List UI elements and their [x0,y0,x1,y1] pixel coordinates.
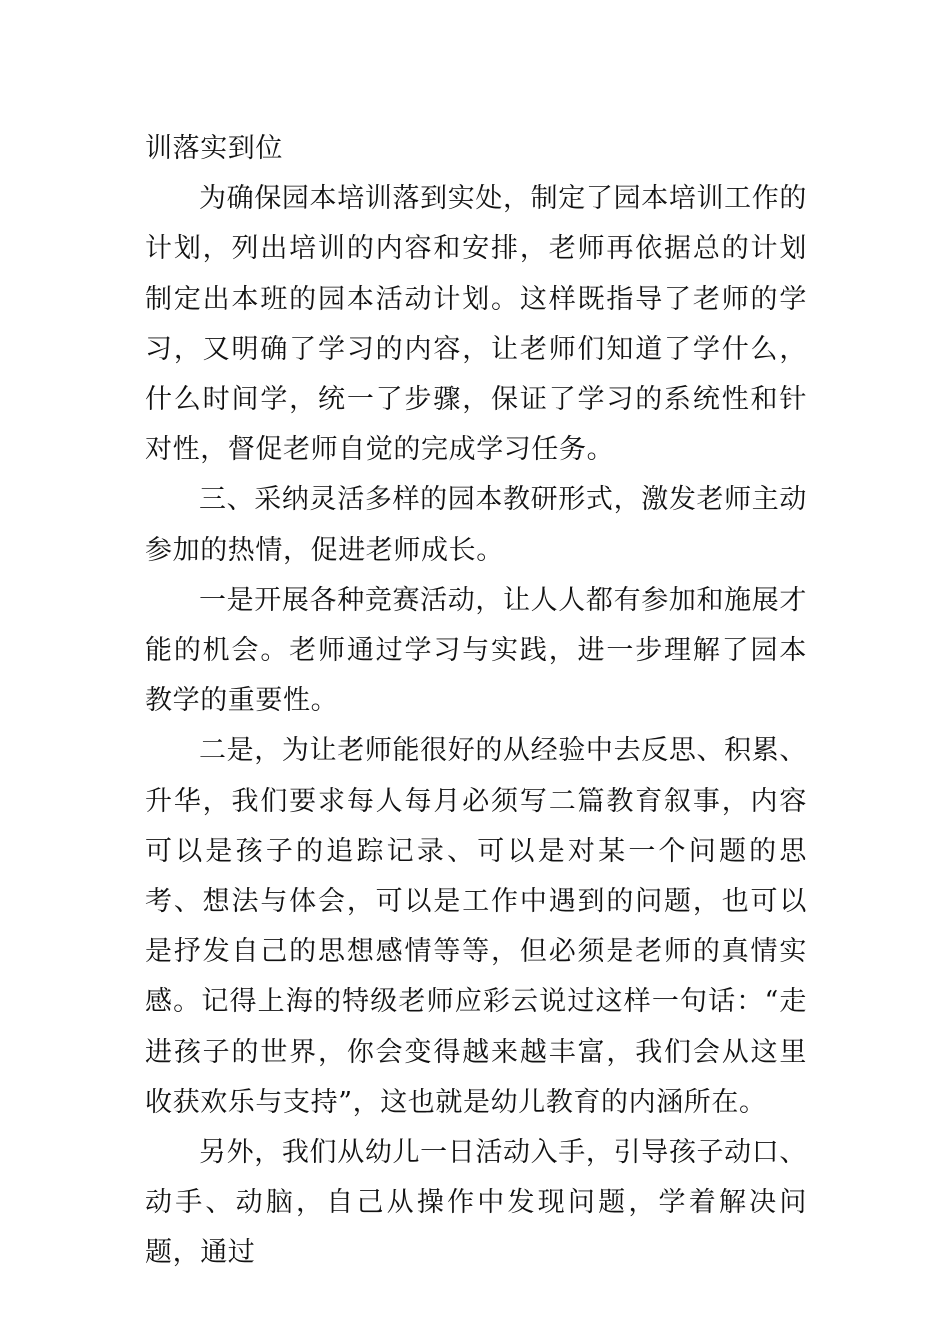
document-body [145,124,807,1279]
paragraph-education-narratives: 二是，为让老师能很好的从经验中去反思、积累、升华，我们要求每人每月必须写二篇教育叙事，内容可以是孩子的追踪记录、可以是对某一个问题的思考、想法与体会，可以是工作中遇到的问题，也可以是抒发自己的思想感情等等，但必须是老师的真情实感。记得上海的特级老师应彩云说过这样一句话：“走进孩子的世界，你会变得越来越丰富，我们会从这里收获欢乐与支持”，这也就是幼儿教育的内涵所在。 [145,735,807,1118]
paragraph-training-plan: 为确保园本培训落到实处，制定了园本培训工作的计划，列出培训的内容和安排，老师再依据总的计划制定出本班的园本活动计划。这样既指导了老师的学习，又明确了学习的内容，让老师们知道了学什么，什么时间学，统一了步骤，保证了学习的系统性和针对性，督促老师自觉的完成学习任务。 [145,183,807,466]
paragraph-continuation: 训落实到位 [145,133,283,164]
paragraph-daily-activities: 另外，我们从幼儿一日活动入手，引导孩子动口、动手、动脑，自己从操作中发现问题，学着解决问题，通过 [145,1137,807,1269]
paragraph-competitions: 一是开展各种竞赛活动，让人人都有参加和施展才能的机会。老师通过学习与实践，进一步理解了园本教学的重要性。 [145,584,807,717]
paragraph-section-three-heading: 三、采纳灵活多样的园本教研形式，激发老师主动参加的热情，促进老师成长。 [145,484,807,566]
